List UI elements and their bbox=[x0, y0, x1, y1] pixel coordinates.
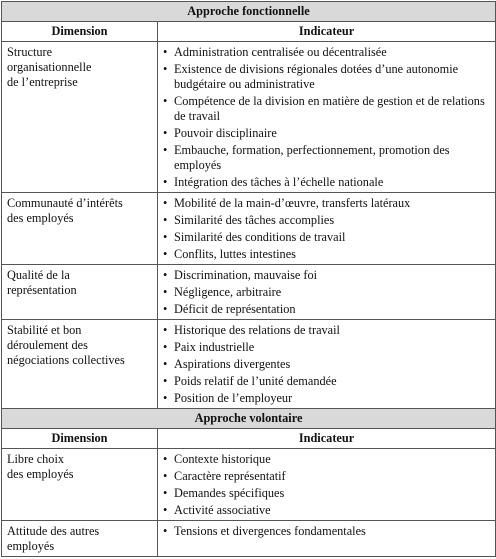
approach-header-row bbox=[2, 2, 496, 22]
indicator-text: Similarité des tâches accomplies bbox=[174, 213, 335, 227]
dimension-text: Stabilité et bon déroulement des négociations collectives bbox=[7, 323, 125, 367]
indicator-text: Demandes spécifiques bbox=[174, 486, 285, 500]
table-row bbox=[2, 193, 496, 265]
indicator-column-header: Indicateur bbox=[158, 429, 496, 449]
bullet-icon: • bbox=[163, 62, 168, 76]
approach-title: Approche fonctionnelle bbox=[2, 2, 496, 22]
list-item bbox=[163, 357, 491, 372]
dimension-text: Communauté d’intérêts des employés bbox=[7, 196, 123, 225]
indicator-list bbox=[163, 196, 491, 262]
approach-header-row bbox=[2, 409, 496, 429]
bullet-icon: • bbox=[163, 524, 168, 538]
approach-title: Approche volontaire bbox=[2, 409, 496, 429]
bullet-icon: • bbox=[163, 143, 168, 157]
dimension-cell bbox=[2, 320, 158, 409]
dimension-text: Qualité de la représentation bbox=[7, 268, 77, 297]
dimension-cell bbox=[2, 521, 158, 557]
list-item bbox=[163, 62, 491, 92]
indicator-cell bbox=[158, 521, 496, 557]
dimension-text: Libre choix des employés bbox=[7, 452, 74, 481]
list-item bbox=[163, 285, 491, 300]
indicator-text: Conflits, luttes intestines bbox=[174, 247, 296, 261]
indicator-text: Intégration des tâches à l’échelle nationale bbox=[174, 175, 384, 189]
dimension-column-header: Dimension bbox=[2, 22, 158, 42]
bullet-icon: • bbox=[163, 285, 168, 299]
dimension-cell bbox=[2, 449, 158, 521]
list-item bbox=[163, 452, 491, 467]
list-item bbox=[163, 323, 491, 338]
bullet-icon: • bbox=[163, 230, 168, 244]
indicator-text: Aspirations divergentes bbox=[174, 357, 291, 371]
indicator-list bbox=[163, 268, 491, 317]
bullet-icon: • bbox=[163, 486, 168, 500]
dimension-indicator-table bbox=[1, 1, 496, 557]
list-item bbox=[163, 268, 491, 283]
list-item bbox=[163, 213, 491, 228]
bullet-icon: • bbox=[163, 374, 168, 388]
bullet-icon: • bbox=[163, 302, 168, 316]
list-item bbox=[163, 391, 491, 406]
indicator-text: Existence de divisions régionales dotées d’une autonomie budgétaire ou administrative bbox=[174, 62, 459, 91]
indicator-text: Tensions et divergences fondamentales bbox=[174, 524, 366, 538]
bullet-icon: • bbox=[163, 503, 168, 517]
indicator-list bbox=[163, 323, 491, 406]
bullet-icon: • bbox=[163, 323, 168, 337]
dimension-column-header: Dimension bbox=[2, 429, 158, 449]
indicator-list bbox=[163, 524, 491, 539]
list-item bbox=[163, 374, 491, 389]
bullet-icon: • bbox=[163, 452, 168, 466]
indicator-list bbox=[163, 45, 491, 190]
dimension-cell bbox=[2, 265, 158, 320]
indicator-cell bbox=[158, 42, 496, 193]
dimension-text: Structure organisationnelle de l’entreprise bbox=[7, 45, 92, 89]
list-item bbox=[163, 143, 491, 173]
indicator-text: Administration centralisée ou décentralisée bbox=[174, 45, 387, 59]
indicator-text: Caractère représentatif bbox=[174, 469, 286, 483]
list-item bbox=[163, 486, 491, 501]
list-item bbox=[163, 247, 491, 262]
column-header-row bbox=[2, 429, 496, 449]
indicator-text: Poids relatif de l’unité demandée bbox=[174, 374, 337, 388]
indicator-text: Activité associative bbox=[174, 503, 271, 517]
table-body bbox=[2, 2, 496, 557]
indicator-cell bbox=[158, 320, 496, 409]
indicator-cell bbox=[158, 193, 496, 265]
bullet-icon: • bbox=[163, 45, 168, 59]
table-row bbox=[2, 265, 496, 320]
bullet-icon: • bbox=[163, 391, 168, 405]
indicator-text: Pouvoir disciplinaire bbox=[174, 126, 277, 140]
indicator-text: Compétence de la division en matière de gestion et de relations de travail bbox=[174, 94, 485, 123]
indicator-cell bbox=[158, 265, 496, 320]
bullet-icon: • bbox=[163, 175, 168, 189]
table-row bbox=[2, 42, 496, 193]
indicator-text: Historique des relations de travail bbox=[174, 323, 340, 337]
bullet-icon: • bbox=[163, 469, 168, 483]
list-item bbox=[163, 45, 491, 60]
bullet-icon: • bbox=[163, 268, 168, 282]
indicator-text: Déficit de représentation bbox=[174, 302, 296, 316]
list-item bbox=[163, 302, 491, 317]
bullet-icon: • bbox=[163, 126, 168, 140]
indicator-text: Similarité des conditions de travail bbox=[174, 230, 346, 244]
column-header-row bbox=[2, 22, 496, 42]
indicator-text: Discrimination, mauvaise foi bbox=[174, 268, 318, 282]
dimension-text: Attitude des autres employés bbox=[7, 524, 100, 553]
bullet-icon: • bbox=[163, 94, 168, 108]
list-item bbox=[163, 196, 491, 211]
list-item bbox=[163, 126, 491, 141]
indicator-list bbox=[163, 452, 491, 518]
table-row bbox=[2, 521, 496, 557]
indicator-column-header: Indicateur bbox=[158, 22, 496, 42]
table-row bbox=[2, 320, 496, 409]
indicator-text: Contexte historique bbox=[174, 452, 271, 466]
indicator-text: Paix industrielle bbox=[174, 340, 255, 354]
bullet-icon: • bbox=[163, 357, 168, 371]
bullet-icon: • bbox=[163, 196, 168, 210]
dimension-cell bbox=[2, 42, 158, 193]
indicator-cell bbox=[158, 449, 496, 521]
list-item bbox=[163, 340, 491, 355]
table-row bbox=[2, 449, 496, 521]
indicator-text: Mobilité de la main-d’œuvre, transferts latéraux bbox=[174, 196, 411, 210]
indicator-text: Négligence, arbitraire bbox=[174, 285, 282, 299]
list-item bbox=[163, 94, 491, 124]
indicator-text: Position de l’employeur bbox=[174, 391, 293, 405]
dimension-cell bbox=[2, 193, 158, 265]
list-item bbox=[163, 469, 491, 484]
list-item bbox=[163, 230, 491, 245]
bullet-icon: • bbox=[163, 340, 168, 354]
indicator-text: Embauche, formation, perfectionnement, promotion des employés bbox=[174, 143, 450, 172]
bullet-icon: • bbox=[163, 213, 168, 227]
list-item bbox=[163, 503, 491, 518]
list-item bbox=[163, 524, 491, 539]
list-item bbox=[163, 175, 491, 190]
bullet-icon: • bbox=[163, 247, 168, 261]
